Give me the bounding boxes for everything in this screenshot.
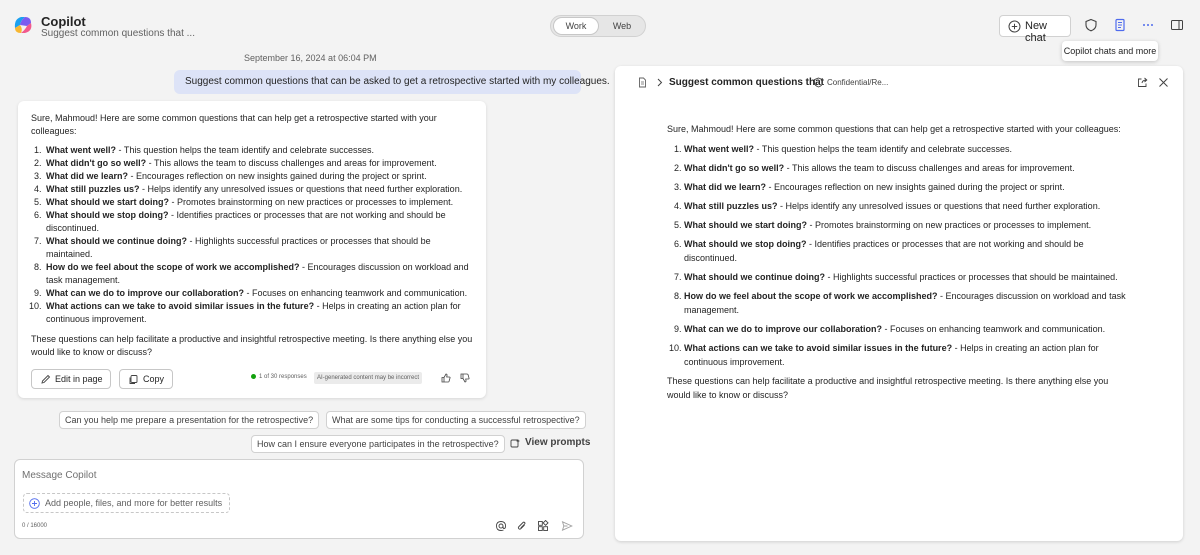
new-chat-icon [1008, 20, 1021, 33]
edit-in-page-label: Edit in page [55, 374, 103, 384]
share-icon[interactable] [1137, 77, 1148, 88]
list-item: 7. What should we continue doing? - Highlights successful practices or processes that should be maintained. [684, 270, 1132, 284]
top-bar [0, 0, 1200, 56]
list-item: 6. What should we stop doing? - Identifies practices or processes that are not working and should be discontinued. [44, 209, 476, 235]
document-header [615, 66, 1183, 100]
apps-icon[interactable] [537, 520, 549, 532]
list-item: 6. What should we stop doing? - Identifies practices or processes that are not working and should be discontinued. [684, 237, 1132, 265]
list-item: 10. What actions can we take to avoid similar issues in the future? - Helps in creating an action plan for continuous improvement. [44, 300, 476, 326]
sidebar-icon[interactable] [1170, 18, 1184, 32]
document-title: Suggest common questions that [669, 77, 825, 88]
chat-subtitle: Suggest common questions that ... [41, 28, 195, 39]
close-icon[interactable] [1158, 77, 1169, 88]
message-composer[interactable] [14, 459, 584, 539]
character-counter: 0 / 16000 [22, 523, 48, 529]
list-item: 1. What went well? - This question helps the team identify and celebrate successes. [44, 144, 476, 157]
list-item: 4. What still puzzles us? - Helps identify any unresolved issues or questions that need further exploration. [44, 183, 476, 196]
document-outro: These questions can help facilitate a productive and insightful retrospective meeting. Is there anything else you would like to know or discuss? [667, 376, 1109, 400]
add-people-button[interactable] [23, 493, 230, 513]
list-item: 3. What did we learn? - Encourages reflection on new insights gained during the project or sprint. [44, 170, 476, 183]
suggestion-chip[interactable]: Can you help me prepare a presentation for the retrospective? [59, 411, 319, 429]
list-item: 8. How do we feel about the scope of work we accomplished? - Encourages discussion on workload and task management. [684, 289, 1132, 317]
suggestion-chip[interactable]: How can I ensure everyone participates in the retrospective? [251, 435, 505, 453]
edit-in-page-button[interactable] [31, 369, 111, 389]
more-tooltip: Copilot chats and more [1062, 41, 1158, 61]
prompts-icon [510, 438, 521, 449]
list-item: 2. What didn't go so well? - This allows the team to discuss challenges and areas for improvement. [684, 161, 1132, 175]
document-question-list [667, 142, 1132, 369]
copy-button[interactable] [119, 369, 173, 389]
chevron-right-icon[interactable] [654, 77, 665, 88]
add-people-label: Add people, files, and more for better results [45, 498, 223, 508]
work-web-toggle[interactable] [550, 15, 646, 37]
response-outro: These questions can help facilitate a productive and insightful retrospective meeting. Is there anything else you would like to know or discuss? [31, 334, 473, 357]
thumbs-up-icon[interactable] [441, 373, 451, 383]
document-pane [615, 66, 1183, 541]
list-item: 8. How do we feel about the scope of work we accomplished? - Encourages discussion on workload and task management. [44, 261, 476, 287]
document-intro: Sure, Mahmoud! Here are some common questions that can help get a retrospective started with your colleagues: [667, 124, 1121, 134]
document-body[interactable] [667, 122, 1132, 402]
list-item: 9. What can we do to improve our collaboration? - Focuses on enhancing teamwork and communication. [44, 287, 476, 300]
list-item: 2. What didn't go so well? - This allows the team to discuss challenges and areas for improvement. [44, 157, 476, 170]
notebook-icon[interactable] [1113, 18, 1127, 32]
new-chat-label: New chat [1025, 20, 1048, 44]
message-timestamp: September 16, 2024 at 06:04 PM [244, 53, 377, 63]
list-item: 7. What should we continue doing? - Highlights successful practices or processes that should be maintained. [44, 235, 476, 261]
copilot-response-card [18, 101, 486, 398]
toggle-work[interactable]: Work [553, 17, 599, 35]
copilot-logo-icon [12, 14, 34, 36]
list-item: 3. What did we learn? - Encourages reflection on new insights gained during the project or sprint. [684, 180, 1132, 194]
more-icon[interactable] [1141, 18, 1155, 32]
toggle-web[interactable]: Web [612, 21, 632, 31]
send-icon[interactable] [561, 520, 573, 532]
app-title: Copilot [41, 14, 86, 29]
ai-disclaimer-badge: AI-generated content may be incorrect [314, 372, 422, 384]
document-icon [637, 77, 648, 88]
response-intro: Sure, Mahmoud! Here are some common questions that can help get a retrospective started with your colleagues: [31, 113, 437, 136]
list-item: 5. What should we start doing? - Promotes brainstorming on new practices or processes to implement. [44, 196, 476, 209]
suggestion-chip[interactable]: What are some tips for conducting a successful retrospective? [326, 411, 586, 429]
mention-icon[interactable] [495, 520, 507, 532]
attach-icon[interactable] [516, 520, 528, 532]
pencil-icon [40, 374, 51, 385]
thumbs-down-icon[interactable] [460, 373, 470, 383]
new-chat-button[interactable] [999, 15, 1071, 44]
copy-label: Copy [143, 374, 165, 384]
response-count[interactable]: 1 of 30 responses [251, 374, 307, 380]
shield-icon[interactable] [1084, 18, 1098, 32]
sensitivity-label[interactable]: Confidential/Re... [827, 78, 889, 87]
shield-icon [813, 77, 824, 88]
response-body [31, 112, 476, 359]
add-circle-icon [29, 498, 40, 509]
response-question-list [31, 144, 476, 326]
list-item: 4. What still puzzles us? - Helps identify any unresolved issues or questions that need further exploration. [684, 199, 1132, 213]
list-item: 1. What went well? - This question helps the team identify and celebrate successes. [684, 142, 1132, 156]
copy-icon [128, 374, 139, 385]
list-item: 9. What can we do to improve our collaboration? - Focuses on enhancing teamwork and communication. [684, 322, 1132, 336]
status-dot [251, 374, 256, 379]
list-item: 10. What actions can we take to avoid similar issues in the future? - Helps in creating an action plan for continuous improvement. [684, 341, 1132, 369]
user-message: Suggest common questions that can be asked to get a retrospective started with my colleagues. [174, 70, 581, 94]
list-item: 5. What should we start doing? - Promotes brainstorming on new practices or processes to implement. [684, 218, 1132, 232]
message-input[interactable]: Message Copilot [22, 470, 97, 481]
view-prompts-label: View prompts [525, 437, 591, 448]
